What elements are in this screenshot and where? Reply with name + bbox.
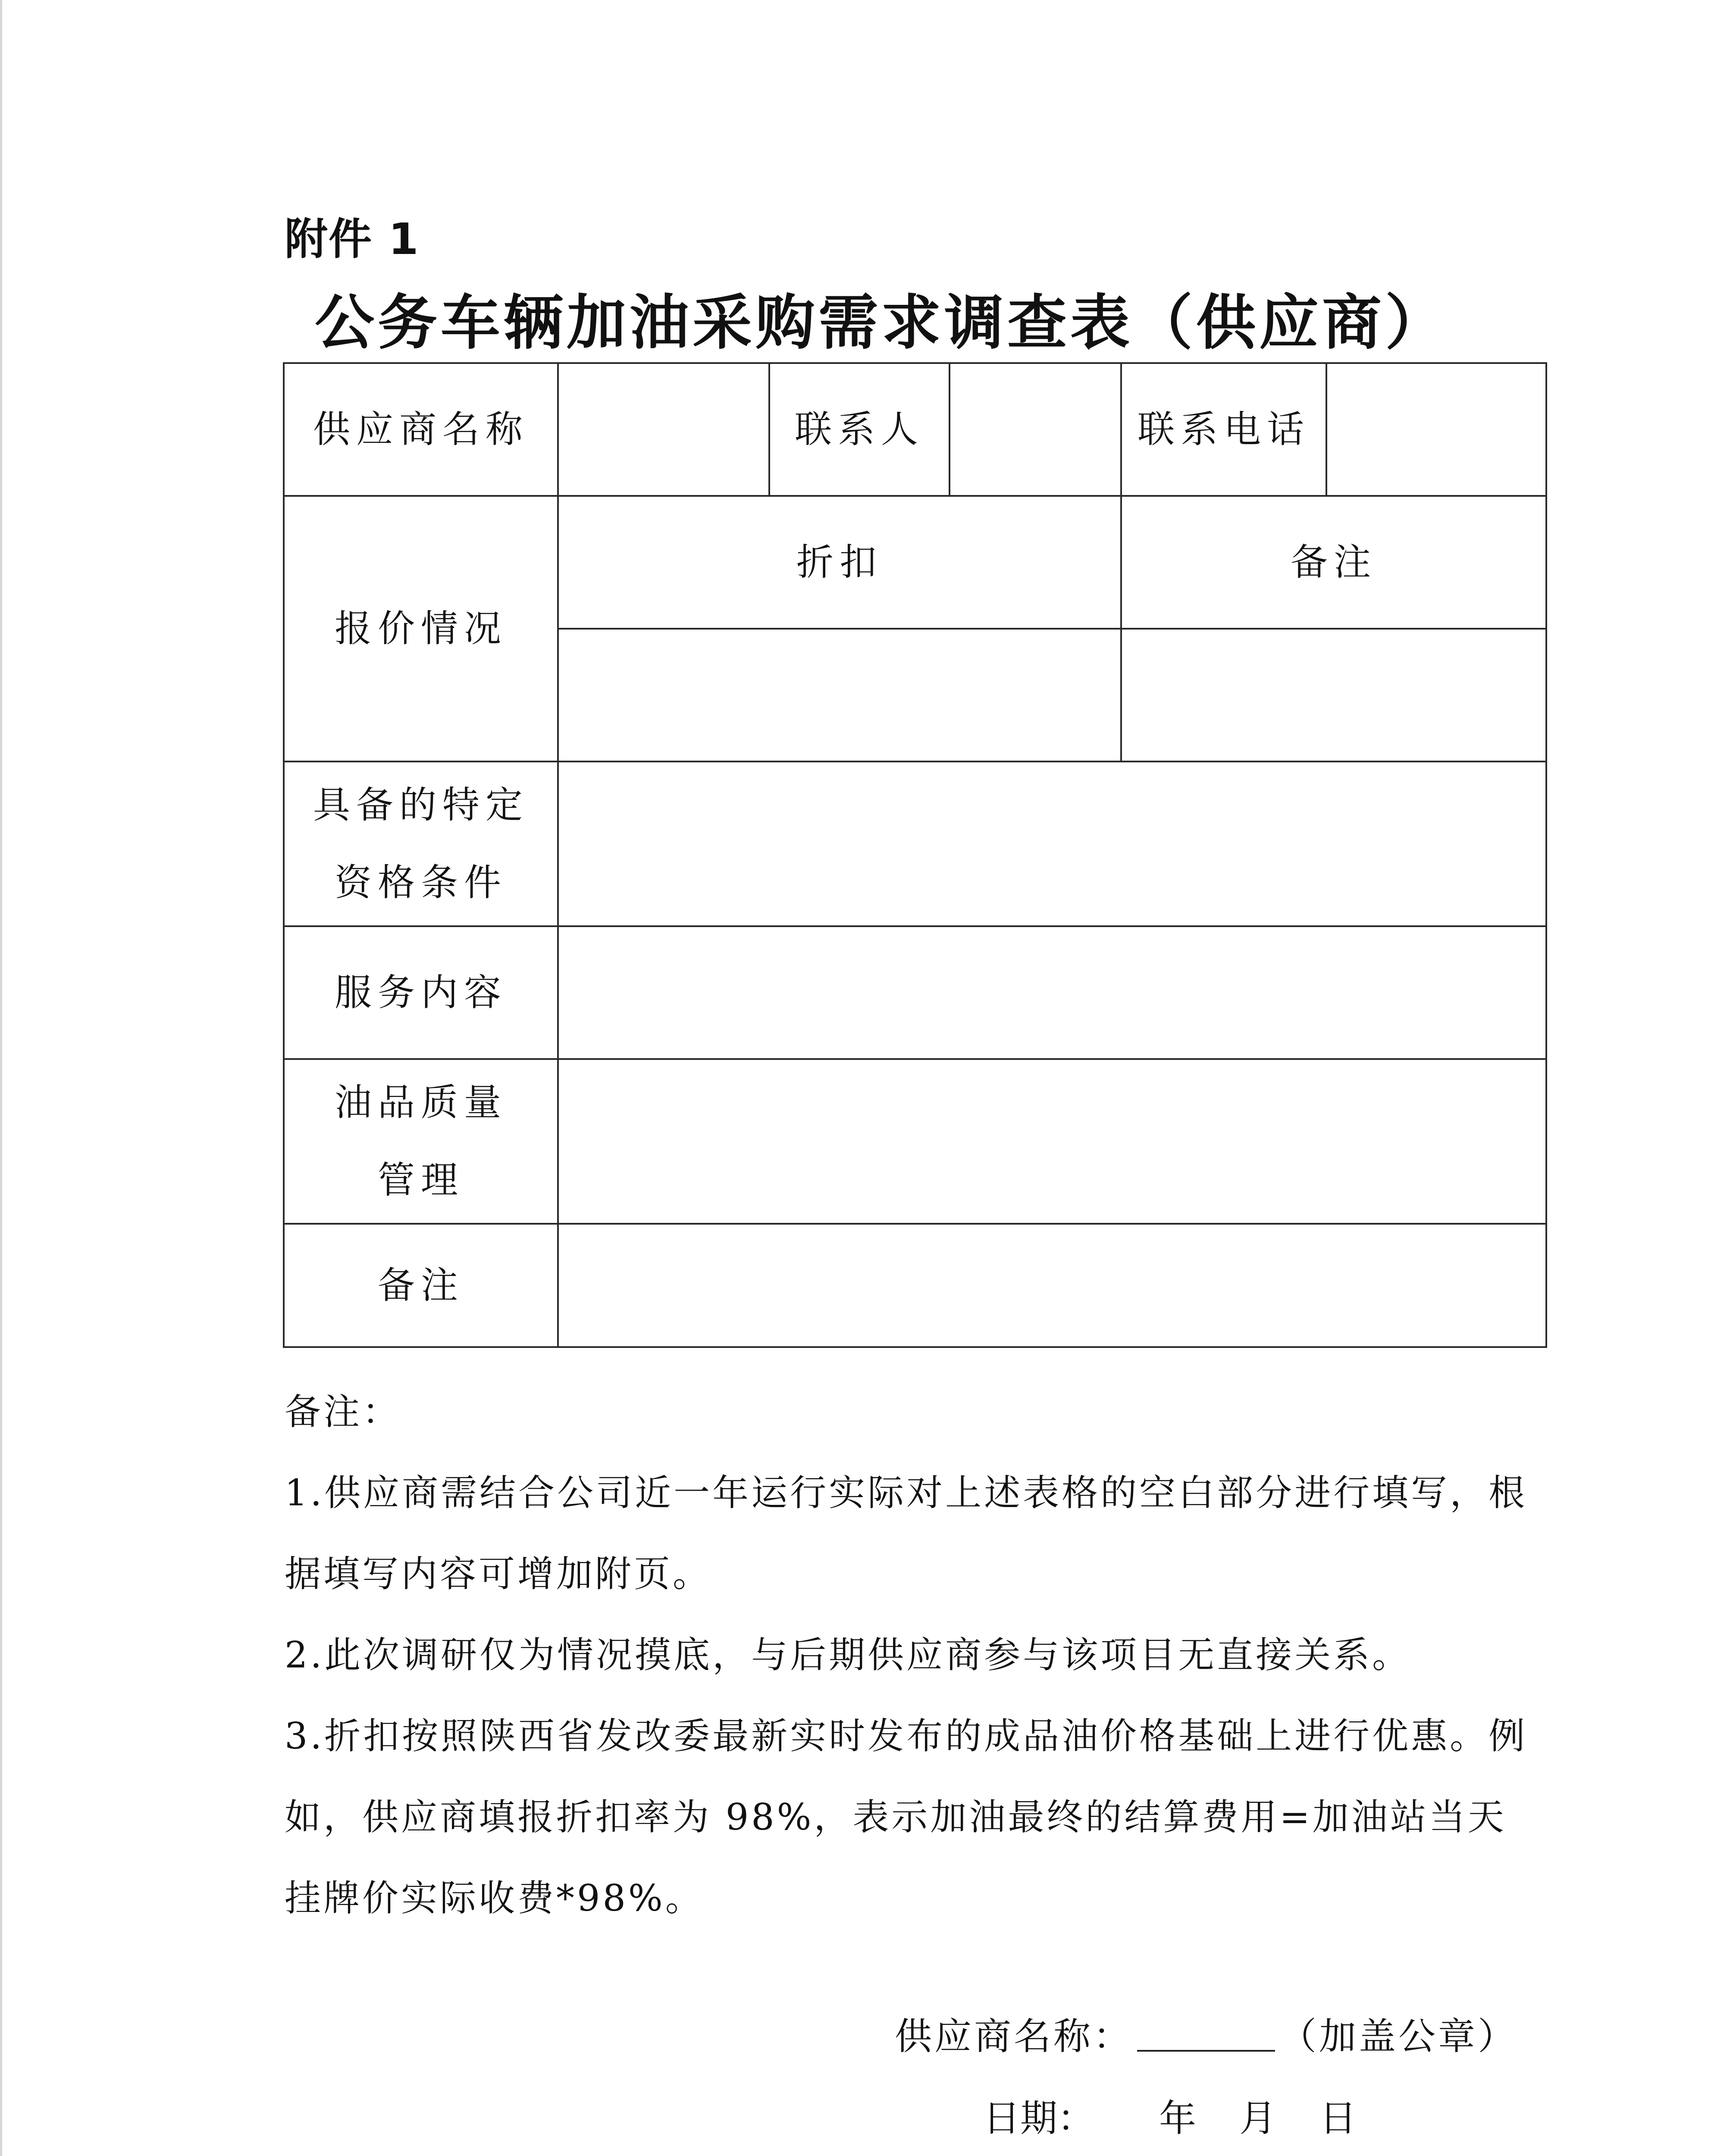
table-row xyxy=(284,1224,1546,1347)
notes-section xyxy=(285,1371,1535,1939)
table-row xyxy=(284,496,1546,629)
page-edge xyxy=(0,0,2,2156)
date-label: 日期： xyxy=(983,2097,1094,2140)
table-row xyxy=(284,1059,1546,1224)
note-item-2: 2.此次调研仅为情况摸底，与后期供应商参与该项目无直接关系。 xyxy=(285,1634,1411,1676)
note-item-3: 3.折扣按照陕西省发改委最新实时发布的成品油价格基础上进行优惠。例如，供应商填报折扣率为 98%，表示加油最终的结算费用=加油站当天挂牌价实际收费*98%。 xyxy=(285,1715,1528,1919)
notes-heading: 备注： xyxy=(285,1391,401,1433)
date-day: 日 xyxy=(1319,2097,1357,2140)
phone-label: 联系电话 xyxy=(1121,363,1326,496)
qualification-field[interactable] xyxy=(558,761,1546,926)
quality-label-line2: 管理 xyxy=(378,1159,464,1202)
bottom-remarks-field[interactable] xyxy=(558,1224,1546,1347)
discount-field[interactable] xyxy=(558,629,1121,761)
signature-line xyxy=(895,2015,1517,2058)
attachment-label: 附件 1 xyxy=(285,214,420,264)
quote-label: 报价情况 xyxy=(284,496,558,761)
quality-label xyxy=(284,1059,558,1224)
qualification-label xyxy=(284,761,558,926)
signature-name-label: 供应商名称： xyxy=(895,2015,1133,2058)
bottom-remarks-label: 备注 xyxy=(284,1224,558,1347)
table-row xyxy=(284,761,1546,926)
discount-header: 折扣 xyxy=(558,496,1121,629)
signature-blank[interactable] xyxy=(1137,2050,1275,2052)
quality-label-line1: 油品质量 xyxy=(335,1081,507,1124)
qualification-label-line1: 具备的特定 xyxy=(313,783,529,827)
remarks-header: 备注 xyxy=(1121,496,1546,629)
quote-remarks-field[interactable] xyxy=(1121,629,1546,761)
date-line xyxy=(983,2097,1357,2140)
qualification-label-line2: 资格条件 xyxy=(335,861,507,904)
note-item-1: 1.供应商需结合公司近一年运行实际对上述表格的空白部分进行填写，根据填写内容可增加附页。 xyxy=(285,1472,1528,1595)
quality-field[interactable] xyxy=(558,1059,1546,1224)
document-title: 公务车辆加油采购需求调查表（供应商） xyxy=(315,288,1448,357)
date-month: 月 xyxy=(1239,2097,1276,2140)
supplier-name-label: 供应商名称 xyxy=(284,363,558,496)
contact-field[interactable] xyxy=(950,363,1121,496)
date-year: 年 xyxy=(1159,2097,1196,2140)
service-label: 服务内容 xyxy=(284,926,558,1059)
survey-table xyxy=(283,362,1547,1348)
table-row xyxy=(284,926,1546,1059)
phone-field[interactable] xyxy=(1326,363,1546,496)
contact-label: 联系人 xyxy=(769,363,950,496)
supplier-name-field[interactable] xyxy=(558,363,769,496)
table-row xyxy=(284,363,1546,496)
service-field[interactable] xyxy=(558,926,1546,1059)
seal-note: （加盖公章） xyxy=(1279,2015,1517,2058)
